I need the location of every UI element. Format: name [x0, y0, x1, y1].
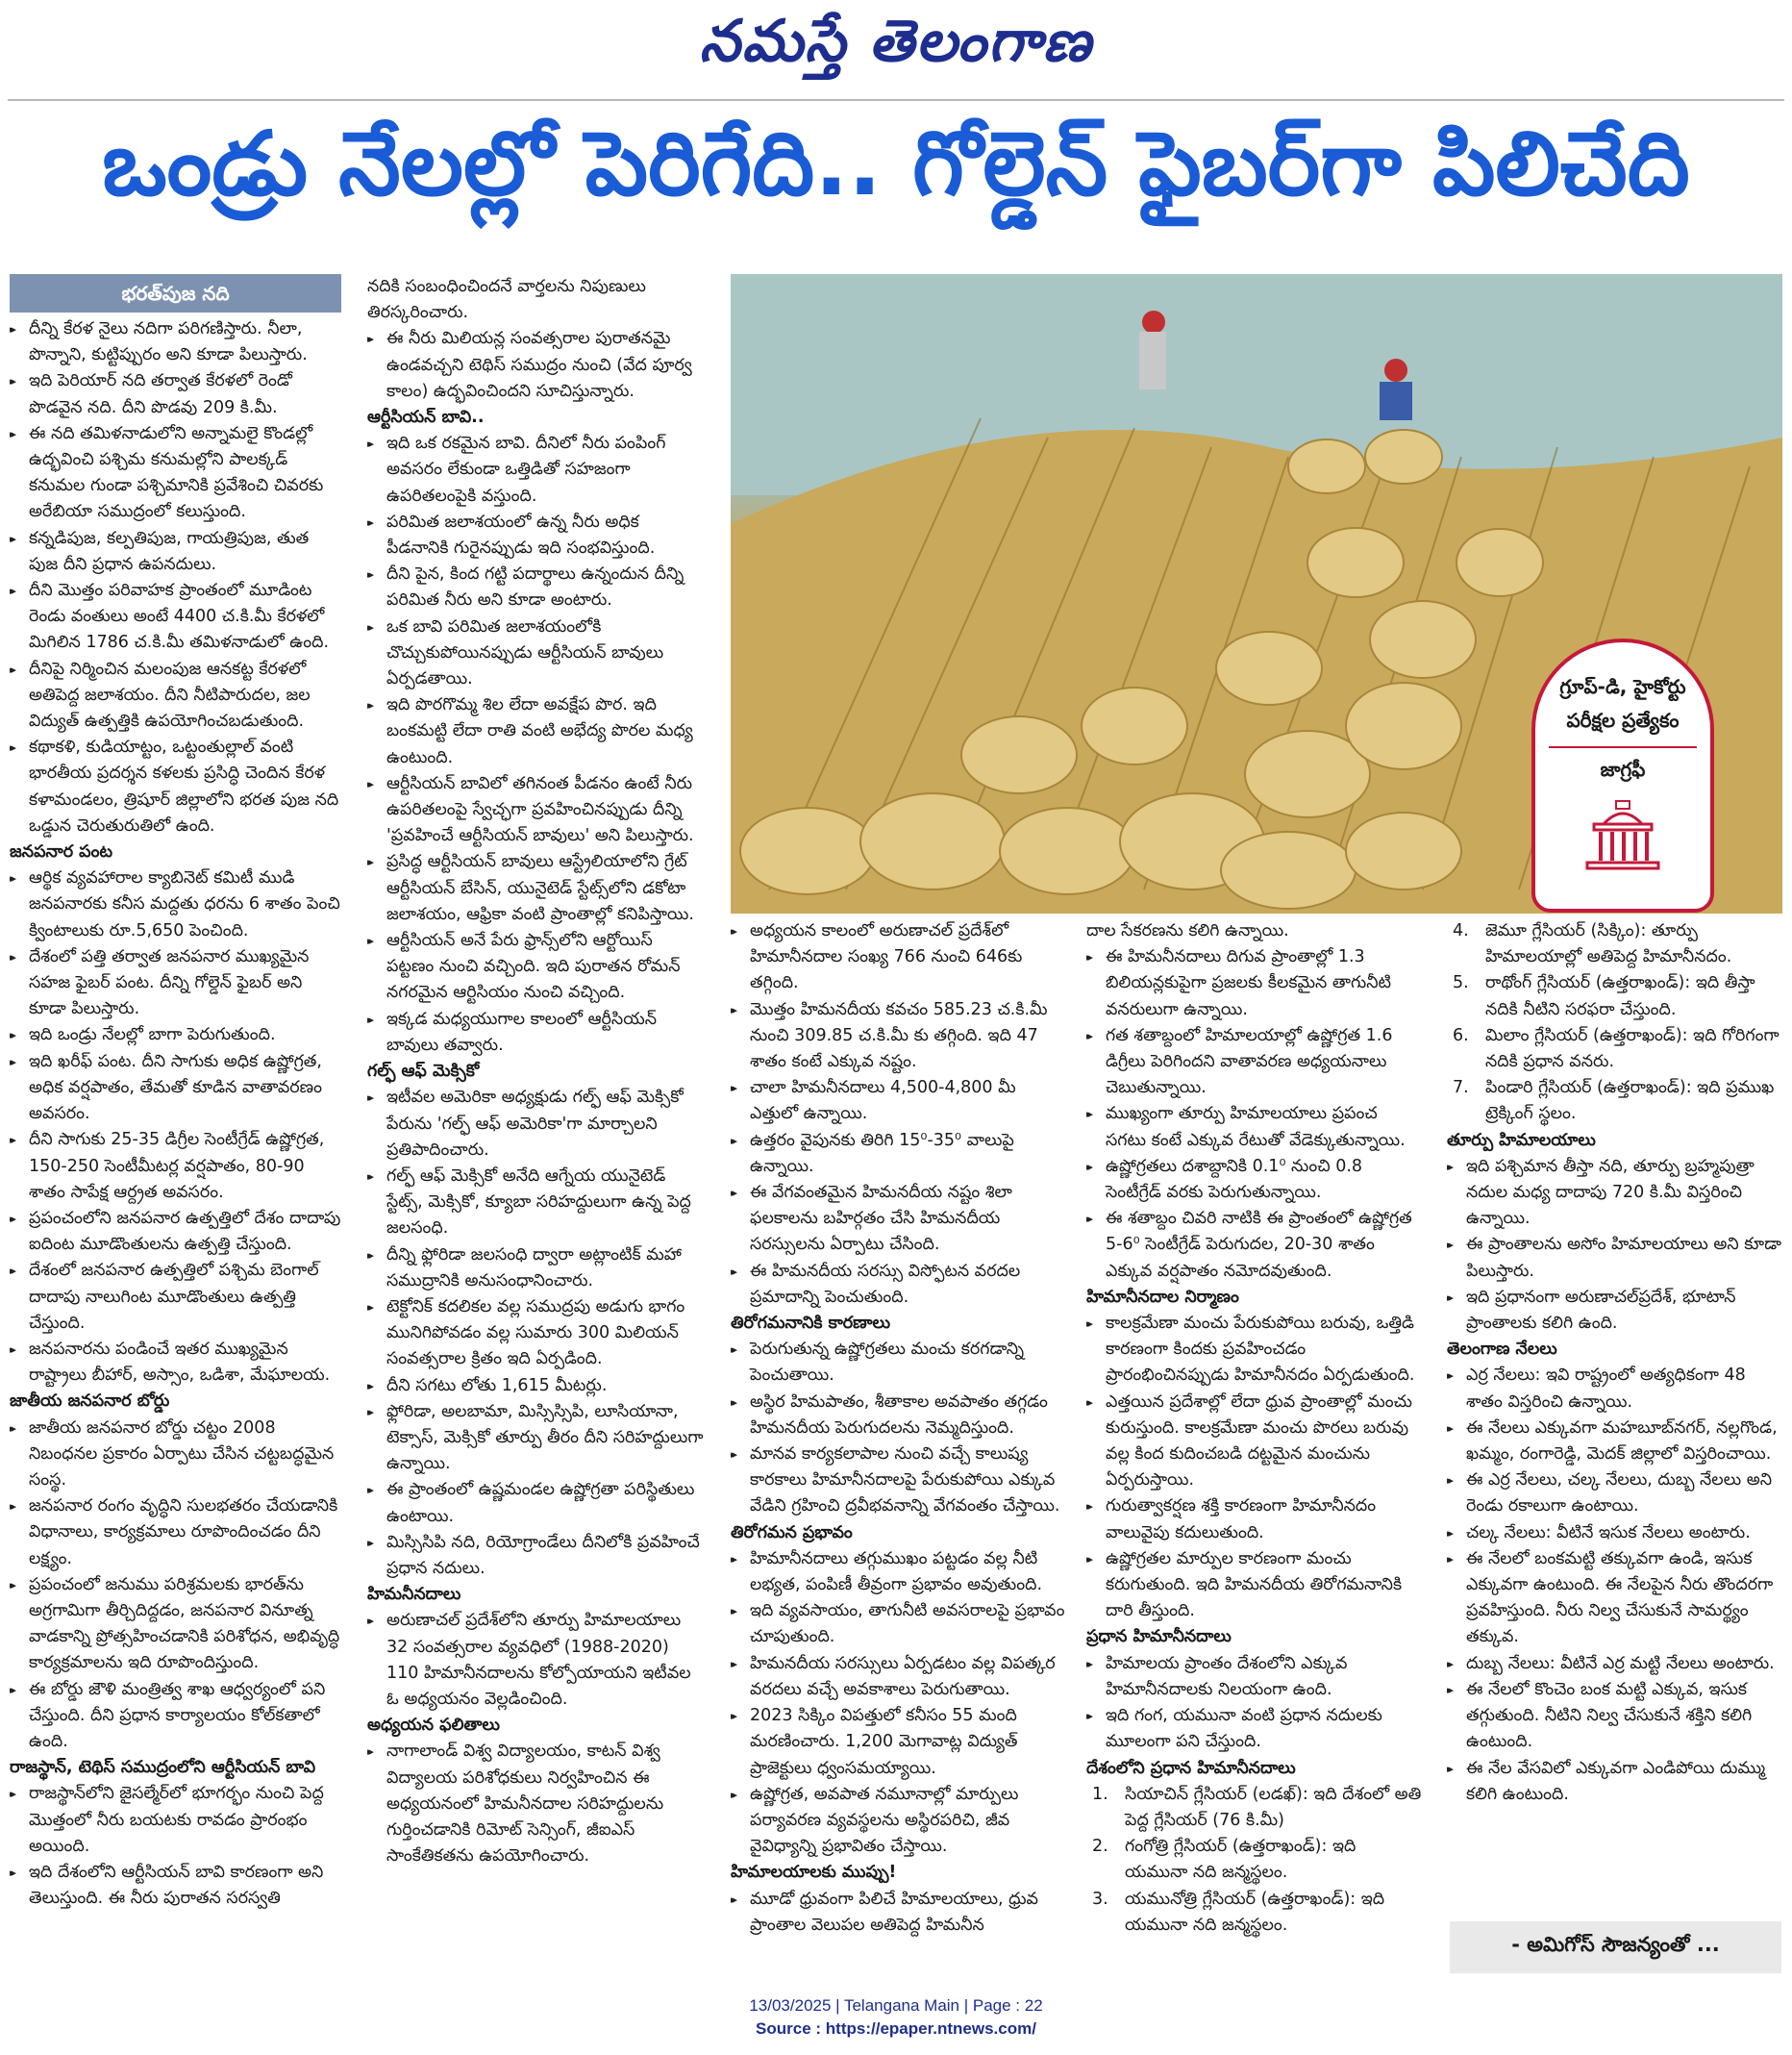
subheading: హిమనీనదాలు: [367, 1585, 461, 1605]
bullet-item: ▸▸ ఈ హిమనీనదాలు దిగువ ప్రాంతాల్లో 1.3 బిలియన్లకుపైగా ప్రజలకు కీలకమైన తాగునీటి వనరులుగా ఉన్నాయి.: [1086, 944, 1423, 1023]
bullet-item: ▸▸ కాలక్రమేణా మంచు పేరుకుపోయి బరువు, ఒత్తిడి కారణంగా కిందకు ప్రవహించడం ప్రారంభించినప్పుడు హిమానీనదం ఏర్పడుతుంది.: [1086, 1311, 1423, 1390]
bullet-item: ▸▸ దీని సాగుకు 25-35 డిగ్రీల సెంటీగ్రేడ్ ఉష్ణోగ్రత, 150-250 సెంటీమీటర్ల వర్షపాతం, 80-90 శాతం సాపేక్ష ఆర్ద్రత అవసరం.: [10, 1127, 341, 1206]
masthead: [0, 0, 1792, 96]
bullet-item: ▸▸ ఈ నేలలో బంకమట్టి తక్కువగా ఉండి, ఇసుక ఎక్కువగా ఉంటుంది. ఈ నేలపైన నీరు తొందరగా ప్రవహిస్తుంది. నీరు నిల్వ చేసుకునే సామర్థ్యం తక్కువ.: [1447, 1546, 1783, 1651]
bullet-item: ▸▸ ఈ శతాబ్దం చివరి నాటికి ఈ ప్రాంతంలో ఉష్ణోగ్రత 5-6⁰ సెంటీగ్రేడ్ పెరుగుదల, 20-30 శాతం ఎక్కువ వర్షపాతం నమోదవుతుంది.: [1086, 1206, 1423, 1285]
bullet-item: ▸▸ ఇటీవల అమెరికా అధ్యక్షుడు గల్ఫ్ ఆఫ్ మెక్సికో పేరును 'గల్ఫ్ ఆఫ్ అమెరికా'గా మార్చాలని ప్రతిపాదించారు.: [367, 1085, 704, 1164]
item-number: 6.: [1453, 1025, 1469, 1045]
item-number: 5.: [1453, 973, 1469, 993]
item-text: యమునోత్రి గ్లేసియర్ (ఉత్తరాఖండ్): ఇది యమునా నది జన్మస్థలం.: [1125, 1889, 1385, 1935]
bullet-item: ▸▸ మిస్సిసిపి నది, రియోగ్రాండేలు దీనిలోకి ప్రవహించే ప్రధాన నదులు.: [367, 1530, 704, 1582]
bullet-item: ▸▸ జనపనార రంగం వృద్ధిని సులభతరం చేయడానికి విధానాలు, కార్యక్రమాలు రూపొందించడం దీని లక్ష్యం.: [10, 1493, 341, 1572]
bullet-item: ▸▸ 2023 సిక్కిం విపత్తులో కనీసం 55 మంది మరణించారు. 1,200 మెగావాట్ల విద్యుత్ ప్రాజెక్టులు ధ్వంసమయ్యాయి.: [731, 1703, 1067, 1782]
paragraph: దాల సేకరణను కలిగి ఉన్నాయి.: [1086, 921, 1289, 940]
bullet-item: ▸▸ అధ్యయన కాలంలో అరుణాచల్ ప్రదేశ్‌లో హిమానీనదాల సంఖ్య 766 నుంచి 646కు తగ్గింది.: [731, 918, 1067, 997]
bullet-item: ▸▸ దీన్ని ఫ్లోరిడా జలసంధి ద్వారా అట్లాంటిక్ మహా సముద్రానికి అనుసంధానించారు.: [367, 1242, 704, 1294]
bullet-item: ▸▸ దీని సగటు లోతు 1,615 మీటర్లు.: [367, 1373, 704, 1399]
bullet-item: ▸▸ పరిమిత జలాశయంలో ఉన్న నీరు అధిక పీడనానికి గురైనప్పుడు ఇది సంభవిస్తుంది.: [367, 510, 704, 562]
item-text: గంగోత్రి గ్లేసియర్ (ఉత్తరాఖండ్): ఇది యమునా నది జన్మస్థలం.: [1125, 1837, 1356, 1883]
bullet-item: ▸▸ కన్నడిపుజ, కల్పతిపుజ, గాయత్రిపుజ, తుత పుజ దీని ప్రధాన ఉపనదులు.: [10, 526, 341, 578]
paragraph: నదికి సంబంధించిందనే వార్తలను నిపుణులు తిరస్కరించారు.: [367, 277, 646, 323]
bullet-item: ▸▸ ముఖ్యంగా తూర్పు హిమాలయాలు ప్రపంచ సగటు కంటే ఎక్కువ రేటుతో వేడెక్కుతున్నాయి.: [1086, 1101, 1423, 1153]
numbered-item: [1086, 1782, 1423, 1834]
subheading: హిమాలయాలకు ముప్పు!: [731, 1863, 897, 1883]
footer-source-link[interactable]: Source : https://epaper.ntnews.com/: [756, 2019, 1036, 2038]
item-number: 2.: [1092, 1837, 1108, 1857]
item-text: మిలాం గ్లేసియర్ (ఉత్తరాఖండ్): ఇది గోరిగంగా నదికి ప్రధాన వనరు.: [1485, 1025, 1780, 1072]
badge-line-3: జాగ్రఫీ: [1600, 758, 1646, 781]
masthead-divider: [8, 99, 1784, 101]
bullet-item: ▸▸ ఈ నేలలు ఎక్కువగా మహబూబ్‌నగర్, నల్లగొండ, ఖమ్మం, రంగారెడ్డి, మెదక్ జిల్లాలో విస్తరించాయి.: [1447, 1416, 1783, 1467]
bullet-item: ▸▸ చాలా హిమనీనదాలు 4,500-4,800 మీ ఎత్తులో ఉన్నాయి.: [731, 1075, 1067, 1127]
numbered-item: [1447, 1075, 1783, 1127]
badge-line-1: గ్రూప్-డి, హైకోర్టు: [1559, 675, 1686, 698]
bullet-item: ▸▸ ఇది గంగ, యమునా వంటి ప్రధాన నదులకు మూలంగా పని చేస్తుంది.: [1086, 1703, 1423, 1755]
bullet-item: ▸▸ జనపనారను పండించే ఇతర ముఖ్యమైన రాష్ట్రాలు బీహార్, అస్సాం, ఒడిశా, మేఘాలయ.: [10, 1337, 341, 1389]
bullet-item: ▸▸ ఇది ఒక రకమైన బావి. దీనిలో నీరు పంపింగ్ అవసరం లేకుండా ఒత్తిడితో సహజంగా ఉపరితలంపైకి వస్తుంది.: [367, 431, 704, 510]
bullet-item: ▸▸ ఈ ఎర్ర నేలలు, చల్క నేలలు, దుబ్బ నేలలు అని రెండు రకాలుగా ఉంటాయి.: [1447, 1467, 1783, 1519]
subheading: ప్రధాన హిమానీనదాలు: [1086, 1627, 1232, 1647]
bullet-item: ▸▸ అరుణాచల్ ప్రదేశ్‌లోని తూర్పు హిమాలయాలు 32 సంవత్సరాల వ్యవధిలో (1988-2020) 110 హిమానీనదాలను కోల్పోయాయని ఇటీవల ఓ అధ్యయనం వెల్లడించింది.: [367, 1608, 704, 1713]
column-1: [10, 274, 341, 1962]
bullet-item: ▸▸ ఇది వ్యవసాయం, తాగునీటి అవసరాలపై ప్రభావం చూపుతుంది.: [731, 1598, 1067, 1650]
item-number: 1.: [1092, 1784, 1108, 1804]
bullet-item: ▸▸ ఎత్తయిన ప్రదేశాల్లో లేదా ధ్రువ ప్రాంతాల్లో మంచు కురుస్తుంది. కాలక్రమేణా మంచు పొరలు బరువు వల్ల కింద కుదించబడి దట్టమైన మంచును ఏర్పరుస్తాయి.: [1086, 1390, 1423, 1494]
item-number: 7.: [1453, 1078, 1469, 1098]
bullet-item: ▸▸ మూడో ధ్రువంగా పిలిచే హిమాలయాలు, ధ్రువ ప్రాంతాల వెలుపల అతిపెద్ద హిమనీన: [731, 1887, 1067, 1939]
bullet-item: ▸▸ నాగాలాండ్ విశ్వ విద్యాలయం, కాటన్ విశ్వ విద్యాలయ పరిశోధకులు నిర్వహించిన ఈ అధ్యయనంలో హిమనీనదాల సరిహద్దులను గుర్తించడానికి రిమోట్ సెన్సింగ్, జీఐఎస్ సాంకేతికతను ఉపయోగించారు.: [367, 1739, 704, 1869]
bullet-item: ▸▸ ఆర్టీసియన్ అనే పేరు ఫ్రాన్స్‌లోని ఆర్టోయిస్ పట్టణం నుంచి వచ్చింది. ఇది పురాతన రోమన్ నగరమైన ఆర్టిసియం నుంచి వచ్చింది.: [367, 928, 704, 1007]
bullet-item: ▸▸ ఆర్థిక వ్యవహారాల క్యాబినెట్ కమిటీ ముడి జనపనారకు కనీస మద్దతు ధరను 6 శాతం పెంచి క్వింటాలుకు రూ.5,650 పెంచింది.: [10, 865, 341, 944]
exam-special-badge: [1531, 639, 1714, 913]
bullet-item: ▸▸ గురుత్వాకర్షణ శక్తి కారణంగా హిమానీనదం వాలువైపు కదులుతుంది.: [1086, 1493, 1423, 1545]
item-text: సియాచిన్ గ్లేసియర్ (లడఖ్): ఇది దేశంలో అతి పెద్ద గ్లేసియర్ (76 కి.మీ): [1125, 1784, 1422, 1830]
bullet-item: ▸▸ ఈ నేలలో కొంచెం బంక మట్టి ఎక్కువ, ఇసుక తగ్గుతుంది. నీటిని నిల్వ చేసుకునే శక్తిని కలిగి ఉంటుంది.: [1447, 1677, 1783, 1756]
bullet-item: ▸▸ అస్థిర హిమపాతం, శీతాకాల అవపాతం తగ్గడం హిమనదీయ పెరుగుదలను నెమ్మదిస్తుంది.: [731, 1390, 1067, 1441]
subheading: జాతీయ జనపనార బోర్డు: [10, 1391, 170, 1412]
bullet-item: ▸▸ ఇది దేశంలోని ఆర్టీసియన్ బావి కారణంగా అని తెలుస్తుంది. ఈ నీరు పురాతన సరస్వతి: [10, 1860, 341, 1912]
bullet-item: ▸▸ దేశంలో జనపనార ఉత్పత్తిలో పశ్చిమ బెంగాల్ దాదాపు నాలుగింట మూడొంతులు ఉత్పత్తి చేస్తుంది.: [10, 1258, 341, 1337]
bullet-item: ▸▸ ఈ నది తమిళనాడులోని అన్నామలై కొండల్లో ఉద్భవించి పశ్చిమ కనుమల్లోని పాలక్కడ్ కనుమల గుండా పశ్చిమానికి ప్రవేశించి చివరకు అరేబియా సముద్రంలో కలుస్తుంది.: [10, 421, 341, 526]
column-2: [367, 274, 704, 1962]
bullet-item: ▸▸ ఒక బావి పరిమిత జలాశయంలోకి చొచ్చుకుపోయినప్పుడు ఆర్టీసియన్ బావులు ఏర్పడతాయి.: [367, 614, 704, 693]
bullet-item: ▸▸ హిమానీనదాలు తగ్గుముఖం పట్టడం వల్ల నీటి లభ్యత, పంపిణీ తీవ్రంగా ప్రభావం అవుతుంది.: [731, 1546, 1067, 1598]
bullet-item: ▸▸ ఇది ఒండ్రు నేలల్లో బాగా పెరుగుతుంది.: [10, 1022, 341, 1048]
item-text: జెమూ గ్లేసియర్ (సిక్కిం): తూర్పు హిమాలయాల్లో అతిపెద్ద హిమానీనదం.: [1485, 921, 1732, 967]
headline: ఒండ్రు నేలల్లో పెరిగేది.. గోల్డెన్ ఫైబర్‌గా పిలిచేది: [102, 113, 1690, 215]
bullet-item: ▸▸ ఉష్ణోగ్రతలు దశాబ్దానికి 0.1⁰ నుంచి 0.8 సెంటీగ్రేడ్ వరకు పెరుగుతున్నాయి.: [1086, 1154, 1423, 1206]
bullet-item: ▸▸ దీని మొత్తం పరివాహక ప్రాంతంలో మూడింట రెండు వంతులు అంటే 4400 చ.కి.మీ కేరళలో మిగిలిన 1786 చ.కి.మీ తమిళనాడులో ఉంది.: [10, 578, 341, 657]
bullet-item: ▸▸ దీని పైన, కింద గట్టి పదార్థాలు ఉన్నందున దీన్ని పరిమిత నీరు అని కూడా అంటారు.: [367, 562, 704, 614]
bullet-item: ▸▸ జాతీయ జనపనార బోర్డు చట్టం 2008 నిబంధనల ప్రకారం ఏర్పాటు చేసిన చట్టబద్ధమైన సంస్థ.: [10, 1416, 341, 1494]
bullet-item: ▸▸ ఇది పశ్చిమాన తీస్తా నది, తూర్పు బ్రహ్మపుత్రా నదుల మధ్య దాదాపు 720 కి.మీ విస్తరించి ఉన్నాయి.: [1447, 1154, 1783, 1233]
bullet-item: ▸▸ రాజస్థాన్‌లోని జైసల్మేర్‌లో భూగర్భం నుంచి పెద్ద మొత్తంలో నీరు బయటకు రావడం ప్రారంభం అయింది.: [10, 1781, 341, 1860]
bullet-item: ▸▸ ఈ నీరు మిలియన్ల సంవత్సరాల పురాతనమై ఉండవచ్చని టెథిస్ సముద్రం నుంచి (వేద పూర్వ కాలం) ఉద్భవించిందని సూచిస్తున్నారు.: [367, 326, 704, 405]
numbered-item: [1447, 918, 1783, 970]
bullet-item: ▸▸ ఫ్లోరిడా, అలబామా, మిస్సిస్సిపి, లూసియానా, టెక్సాస్, మెక్సికో తూర్పు తీరం దీని సరిహద్దులుగా ఉన్నాయి.: [367, 1399, 704, 1478]
bullet-item: ▸▸ ఇది ప్రధానంగా అరుణాచల్‌ప్రదేశ్, భూటాన్ ప్రాంతాలకు కలిగి ఉంది.: [1447, 1285, 1783, 1337]
bullet-item: ▸▸ హిమాలయ ప్రాంతం దేశంలోని ఎక్కువ హిమానీనదాలకు నిలయంగా ఉంది.: [1086, 1651, 1423, 1703]
subheading: తెలంగాణ నేలలు: [1447, 1340, 1557, 1360]
bullet-item: ▸▸ ప్రపంచంలో జనుము పరిశ్రమలకు భారత్‌ను అగ్రగామిగా తీర్చిదిద్దడం, జనపనార వినూత్న వాడకాన్ని ప్రోత్సహించడానికి పరిశోధన, అభివృద్ధి కార్యక్రమాలను ఇది రూపొందిస్తుంది.: [10, 1572, 341, 1677]
column-4: [1086, 918, 1423, 1962]
subheading: తిరోగమన ప్రభావం: [731, 1522, 853, 1542]
building-icon: [1580, 799, 1666, 876]
badge-line-2: పరీక్షల ప్రత్యేకం: [1566, 709, 1680, 732]
bullet-item: ▸▸ ఉష్ణోగ్రతల మార్పుల కారణంగా మంచు కరుగుతుంది. ఇది హిమనదీయ తిరోగమనానికి దారి తీస్తుంది.: [1086, 1546, 1423, 1625]
subheading: తిరోగమనానికి కారణాలు: [731, 1314, 891, 1334]
item-text: రాథోంగ్ గ్లేసియర్ (ఉత్తరాఖండ్): ఇది తీస్తా నదికి నీటిని సరఫరా చేస్తుంది.: [1485, 973, 1755, 1019]
bullet-item: ▸▸ ఈ బోర్డు జౌళి మంత్రిత్వ శాఖ ఆధ్వర్యంలో పని చేస్తుంది. దీని ప్రధాన కార్యాలయం కోల్‌కతాలో ఉంది.: [10, 1677, 341, 1756]
bullet-item: ▸▸ హిమనదీయ సరస్సులు ఏర్పడటం వల్ల విపత్కర వరదలు వచ్చే అవకాశాలు పెరుగుతాయి.: [731, 1651, 1067, 1703]
section-header-bharathapuzha: భరత్‌పుజ నది: [10, 274, 341, 313]
bullet-item: ▸▸ ఇక్కడ మధ్యయుగాల కాలంలో ఆర్టీసియన్ బావులు తవ్వారు.: [367, 1007, 704, 1059]
bullet-item: ▸▸ ఈ వేగవంతమైన హిమనదీయ నష్టం శిలా ఫలకాలను బహిర్గతం చేసి హిమనదీయ సరస్సులను ఏర్పాటు చేసింది.: [731, 1180, 1067, 1259]
numbered-item: [1086, 1887, 1423, 1939]
bullet-item: ▸▸ ఈ ప్రాంతాలను అసోం హిమాలయాలు అని కూడా పిలుస్తారు.: [1447, 1232, 1783, 1284]
bullet-item: ▸▸ దేశంలో పత్తి తర్వాత జనపనార ముఖ్యమైన సహజ ఫైబర్ పంట. దీన్ని గోల్డెన్ ఫైబర్ అని కూడా పిలుస్తారు.: [10, 944, 341, 1023]
column-3: [731, 918, 1067, 1962]
column-5: [1447, 918, 1783, 1914]
bullet-item: ▸▸ ఇది పెరియార్ నది తర్వాత కేరళలో రెండో పొడవైన నది. దీని పొడవు 209 కి.మీ.: [10, 368, 341, 420]
bullet-item: ▸▸ దీనిపై నిర్మించిన మలంపుజ ఆనకట్ట కేరళలో అతిపెద్ద జలాశయం. దీని నీటిపారుదల, జల విద్యుత్ ఉత్పత్తికి ఉపయోగించబడుతుంది.: [10, 657, 341, 736]
bullet-item: ▸▸ ఉత్తరం వైపునకు తిరిగి 15⁰-35⁰ వాలుపై ఉన్నాయి.: [731, 1128, 1067, 1180]
bullet-item: ▸▸ చల్క నేలలు: వీటినే ఇసుక నేలలు అంటారు.: [1447, 1520, 1783, 1546]
item-number: 3.: [1092, 1889, 1108, 1909]
bullet-item: ▸▸ మొత్తం హిమనదీయ కవచం 585.23 చ.కి.మీ నుంచి 309.85 చ.కి.మీ కు తగ్గింది. ఇది 47 శాతం కంటే ఎక్కువ నష్టం.: [731, 997, 1067, 1076]
numbered-item: [1447, 970, 1783, 1022]
bullet-item: ▸▸ కథాకళి, కుడియాట్టం, ఒట్టంతుల్లాల్ వంటి భారతీయ ప్రదర్శన కళలకు ప్రసిద్ధి చెందిన కేరళ కళామండలం, త్రిషూర్ జిల్లాలోని భరత పుజ నది ఒడ్డున చెరుతురుతిలో ఉంది.: [10, 735, 341, 840]
bullet-item: ▸▸ ఈ నేల వేసవిలో ఎక్కువగా ఎండిపోయి దుమ్ము కలిగి ఉంటుంది.: [1447, 1756, 1783, 1808]
bullet-item: ▸▸ దీన్ని కేరళ నైలు నదిగా పరిగణిస్తారు. నీలా, పొన్నాని, కుట్టిప్పురం అని కూడా పిలుస్తారు.: [10, 316, 341, 368]
numbered-item: [1086, 1834, 1423, 1886]
bullet-item: ▸▸ ప్రపంచంలోని జనపనార ఉత్పత్తిలో దేశం దాదాపు ఐదింట మూడొంతులను ఉత్పత్తి చేస్తుంది.: [10, 1206, 341, 1258]
bullet-item: ▸▸ ఇది ఖరీఫ్ పంట. దీని సాగుకు అధిక ఉష్ణోగ్రత, అధిక వర్షపాతం, తేమతో కూడిన వాతావరణం అవసరం.: [10, 1049, 341, 1128]
item-number: 4.: [1453, 921, 1469, 940]
item-text: పిండారి గ్లేసియర్ (ఉత్తరాఖండ్): ఇది ప్రముఖ ట్రెక్కింగ్ స్థలం.: [1485, 1078, 1775, 1124]
numbered-item: [1447, 1023, 1783, 1075]
subheading: గల్ఫ్ ఆఫ్ మెక్సికో: [367, 1062, 480, 1082]
bullet-item: ▸▸ ఈ హిమనదీయ సరస్సు విస్ఫోటన వరదల ప్రమాదాన్ని పెంచుతుంది.: [731, 1259, 1067, 1311]
bullet-item: ▸▸ ఈ ప్రాంతంలో ఉష్ణమండల ఉష్ణోగ్రతా పరిస్థితులు ఉంటాయి.: [367, 1477, 704, 1529]
badge-divider: [1549, 746, 1697, 748]
bullet-item: ▸▸ ఉష్ణోగ్రత, అవపాత నమూనాల్లో మార్పులు పర్యావరణ వ్యవస్థలను అస్థిరపరిచి, జీవ వైవిధ్యాన్ని ప్రభావితం చేస్తాయి.: [731, 1782, 1067, 1861]
subheading: అధ్యయన ఫలితాలు: [367, 1716, 500, 1736]
subheading: హిమానీనదాల నిర్మాణం: [1086, 1287, 1239, 1307]
bullet-item: ▸▸ ఎర్ర నేలలు: ఇవి రాష్ట్రంలో అత్యధికంగా 48 శాతం విస్తరించి ఉన్నాయి.: [1447, 1363, 1783, 1415]
bullet-item: ▸▸ పెరుగుతున్న ఉష్ణోగ్రతలు మంచు కరగడాన్ని పెంచుతాయి.: [731, 1337, 1067, 1389]
subheading: రాజస్థాన్, టెథిస్ సముద్రంలోని ఆర్టీసియన్ బావి: [10, 1758, 316, 1778]
masthead-logo-text: నమస్తే తెలంగాణ: [699, 8, 1093, 75]
subheading: ఆర్టీసియన్ బావి..: [367, 408, 485, 428]
bullet-item: ▸▸ గత శతాబ్దంలో హిమాలయాల్లో ఉష్ణోగ్రత 1.6 డిగ్రీలు పెరిగిందని వాతావరణ అధ్యయనాలు చెబుతున్నాయి.: [1086, 1023, 1423, 1102]
bullet-item: ▸▸ టెక్టోనిక్ కదలికల వల్ల సముద్రపు అడుగు భాగం మునిగిపోవడం వల్ల సుమారు 300 మిలియన్ సంవత్సరాల క్రితం ఇది ఏర్పడింది.: [367, 1294, 704, 1373]
credit-box: - అమిగోస్ సౌజన్యంతో ...: [1450, 1921, 1781, 1973]
subheading: తూర్పు హిమాలయాలు: [1447, 1130, 1596, 1150]
bullet-item: ▸▸ ఆర్టీసియన్ బావిలో తగినంత పీడనం ఉంటే నీరు ఉపరితలంపై స్వేచ్ఛగా ప్రవహించినప్పుడు దీన్ని 'ప్రవహించే ఆర్టీసియన్ బావులు' అని పిలుస్తారు.: [367, 771, 704, 850]
bullet-item: ▸▸ దుబ్బ నేలలు: వీటినే ఎర్ర మట్టి నేలలు అంటారు.: [1447, 1651, 1783, 1677]
subheading: జనపనార పంట: [10, 842, 112, 863]
bullet-item: ▸▸ మానవ కార్యకలాపాల నుంచి వచ్చే కాలుష్య కారకాలు హిమానీనదాలపై పేరుకుపోయి ఎక్కువ వేడిని గ్రహించి ద్రవీభవనాన్ని వేగవంతం చేస్తాయి.: [731, 1441, 1067, 1520]
bullet-item: ▸▸ ప్రసిద్ధ ఆర్టీసియన్ బావులు ఆస్ట్రేలియాలోని గ్రేట్ ఆర్టీసియన్ బేసిన్, యునైటెడ్ స్టేట్స్‌లోని డకోటా జలాశయం, ఆఫ్రికా వంటి ప్రాంతాల్లో కనిపిస్తాయి.: [367, 849, 704, 928]
footer-edition-info: 13/03/2025 | Telangana Main | Page : 22: [749, 1996, 1043, 2015]
bullet-item: ▸▸ ఇది పొరగొమ్మ శిల లేదా అవక్షేప పొర. ఇది బంకమట్టి లేదా రాతి వంటి అభేద్య పొరల మధ్య ఉంటుంది.: [367, 692, 704, 771]
subheading: దేశంలోని ప్రధాన హిమానీనదాలు: [1086, 1758, 1296, 1778]
bullet-item: ▸▸ గల్ఫ్ ఆఫ్ మెక్సికో అనేది ఆగ్నేయ యునైటెడ్ స్టేట్స్, మెక్సికో, క్యూబా సరిహద్దులుగా ఉన్న పెద్ద జలసంధి.: [367, 1164, 704, 1242]
